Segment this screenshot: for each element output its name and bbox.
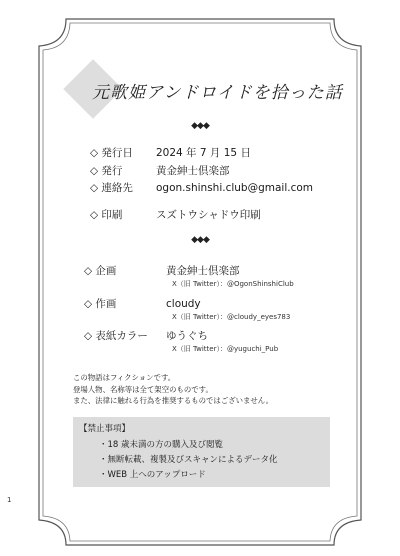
credit-handle: X（旧 Twitter）：@OgonShinshiClub xyxy=(172,280,294,288)
colophon-label: ◇ 印刷 xyxy=(90,209,123,221)
colophon-printer xyxy=(90,207,261,222)
credit-handle: X（旧 Twitter）：@cloudy_eyes783 xyxy=(172,313,291,321)
colophon-publisher xyxy=(90,163,230,178)
section-separator: ◆◆◆ xyxy=(191,121,209,131)
colophon-value: 黄金紳士倶楽部 xyxy=(156,165,230,177)
section-separator: ◆◆◆ xyxy=(191,235,209,245)
prohibited-items-box xyxy=(73,417,330,487)
colophon-contact-email[interactable]: ogon.shinshi.club@gmail.com xyxy=(156,182,314,194)
credit-name: cloudy xyxy=(166,298,201,310)
credit-planning xyxy=(84,263,240,278)
colophon-label: ◇ 連絡先 xyxy=(90,182,133,194)
credit-handle: X（旧 Twitter）：@yuguchi_Pub xyxy=(172,345,279,353)
disclaimer-line: この物語はフィクションです。 xyxy=(73,373,176,382)
prohibited-items-title: 【禁止事項】 xyxy=(79,424,131,434)
prohibited-item: ・無断転載、複製及びスキャンによるデータ化 xyxy=(99,455,278,465)
page-number: 1 xyxy=(7,496,12,504)
credit-label: ◇ 作画 xyxy=(84,298,117,310)
credit-cover-color xyxy=(84,328,208,343)
credit-artwork xyxy=(84,296,201,311)
colophon-publish-date xyxy=(90,145,251,160)
credit-name: ゆうぐち xyxy=(166,330,208,342)
colophon-label: ◇ 発行 xyxy=(90,165,123,177)
colophon-value: 2024 年 7 月 15 日 xyxy=(156,147,251,159)
prohibited-item: ・18 歳未満の方の購入及び閲覧 xyxy=(99,440,224,450)
prohibited-item: ・WEB 上へのアップロード xyxy=(99,470,206,480)
credit-label: ◇ 企画 xyxy=(84,265,117,277)
colophon-label: ◇ 発行日 xyxy=(90,147,133,159)
colophon-value: スズトウシャドウ印刷 xyxy=(156,209,261,221)
fiction-disclaimer xyxy=(73,372,273,407)
credit-name: 黄金紳士倶楽部 xyxy=(166,265,240,277)
book-title: 元歌姫アンドロイドを拾った話 xyxy=(92,83,343,103)
credit-label: ◇ 表紙カラー xyxy=(84,330,148,342)
disclaimer-line: 登場人物、名称等は全て架空のものです。 xyxy=(73,384,213,394)
disclaimer-line: また、法律に触れる行為を推奨するものではございません。 xyxy=(73,396,273,405)
colophon-contact xyxy=(90,180,313,195)
